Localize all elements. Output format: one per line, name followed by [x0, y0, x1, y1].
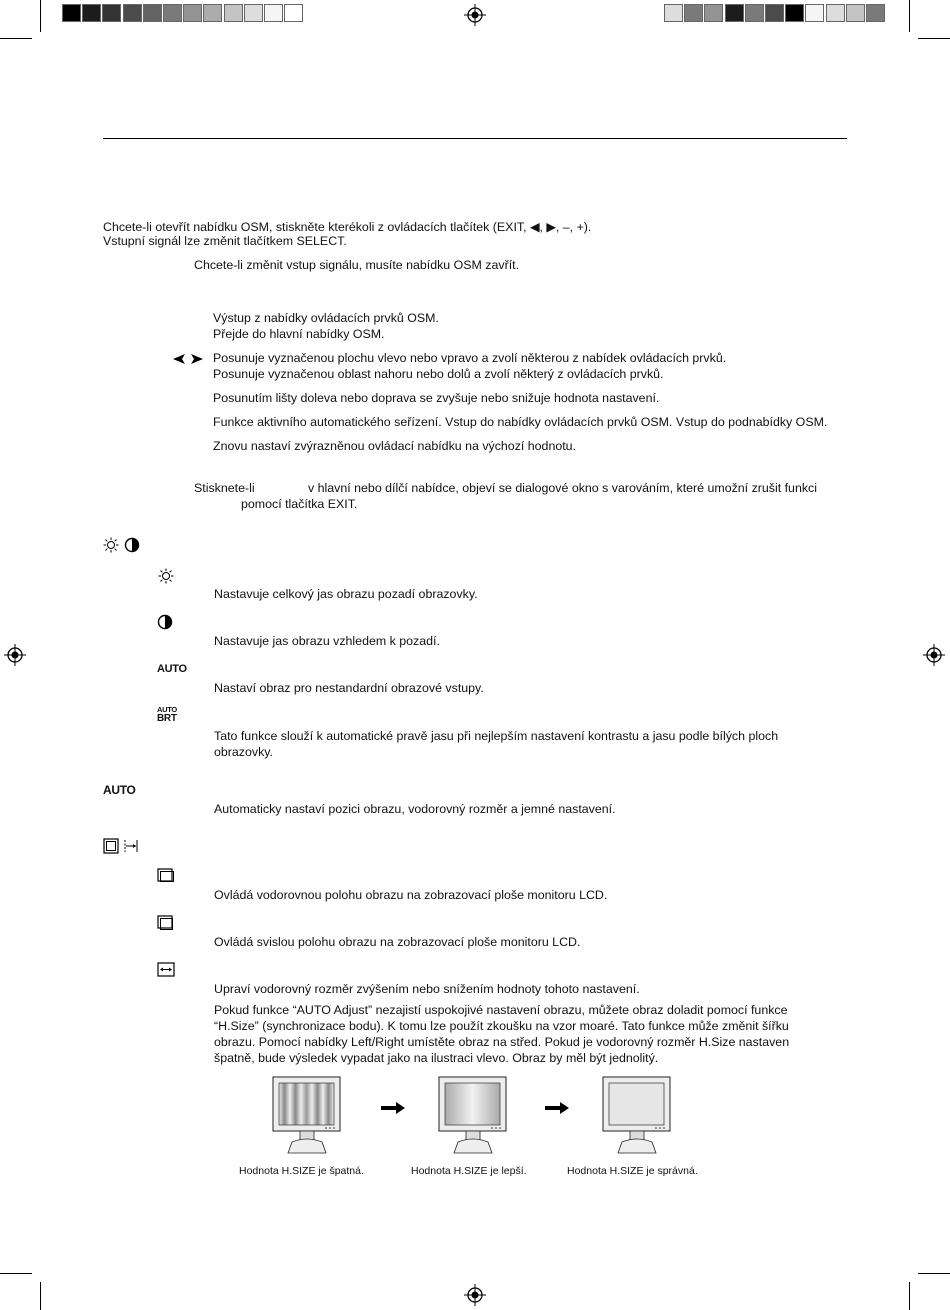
color-swatch: [123, 4, 142, 22]
h-size-icon: [123, 838, 139, 854]
contrast-icon: [157, 614, 173, 630]
color-swatch: [203, 4, 222, 22]
auto-label: AUTO: [157, 663, 187, 675]
color-swatch: [224, 4, 243, 22]
brightness-icon: [158, 568, 174, 584]
color-swatch: [846, 4, 865, 22]
v-position-icon: [157, 915, 175, 931]
crop-mark: [0, 38, 32, 39]
monitor-illustration-better: [436, 1076, 510, 1156]
intro-note: Chcete-li změnit vstup signálu, musíte nabídku OSM zavřít.: [194, 258, 520, 272]
crop-mark: [909, 0, 910, 32]
h-position-icon: [157, 868, 175, 883]
caption-better: Hodnota H.SIZE je lepší.: [411, 1165, 527, 1177]
control-exit-text: Výstup z nabídky ovládacích prvků OSM.: [213, 311, 439, 325]
control-left-right-text: Posunuje vyznačenou plochu vlevo nebo vpravo a zvolí některou z nabídek ovládacích prvků.: [213, 351, 727, 365]
color-swatch: [264, 4, 283, 22]
auto-text: Nastaví obraz pro nestandardní obrazové vstupy.: [214, 681, 484, 695]
auto-adjust-text: Automaticky nastaví pozici obrazu, vodorovný rozměr a jemné nastavení.: [214, 802, 616, 816]
control-exit-text-2: Přejde do hlavní nabídky OSM.: [213, 327, 385, 341]
registration-mark-icon: [923, 644, 945, 666]
color-swatch: [684, 4, 703, 22]
color-swatch: [102, 4, 121, 22]
color-swatch: [62, 4, 81, 22]
intro-line-2: Vstupní signál lze změnit tlačítkem SELECT.: [103, 234, 347, 248]
monitor-illustration-bad: [270, 1076, 344, 1156]
contrast-icon: [124, 537, 140, 553]
color-swatch: [826, 4, 845, 22]
color-swatch: [866, 4, 885, 22]
auto-adjust-label: AUTO: [103, 783, 136, 797]
brightness-text: Nastavuje celkový jas obrazu pozadí obrazovky.: [214, 587, 478, 601]
crop-mark: [918, 38, 950, 39]
color-swatch: [163, 4, 182, 22]
registration-mark-icon: [464, 4, 486, 26]
crop-mark: [40, 0, 41, 32]
color-swatch: [143, 4, 162, 22]
h-size-icon: [157, 962, 175, 977]
intro-line-1: Chcete-li otevřít nabídku OSM, stiskněte kterékoli z ovládacích tlačítek (EXIT, ◀, ▶, –, +).: [103, 220, 592, 234]
color-swatch: [765, 4, 784, 22]
v-position-text: Ovládá svislou polohu obrazu na zobrazovací ploše monitoru LCD.: [214, 935, 581, 949]
arrow-right-icon: [381, 1102, 405, 1114]
h-position-text: Ovládá vodorovnou polohu obrazu na zobrazovací ploše monitoru LCD.: [214, 888, 608, 902]
color-swatch: [183, 4, 202, 22]
crop-mark: [0, 1273, 32, 1274]
brightness-icon: [103, 537, 119, 553]
crop-mark: [40, 1282, 41, 1310]
warning-text-a: Stisknete-li: [194, 481, 255, 495]
warning-text-c: pomocí tlačítka EXIT.: [241, 497, 358, 511]
registration-mark-icon: [4, 644, 26, 666]
color-swatch: [725, 4, 744, 22]
header-rule: [103, 138, 847, 139]
warning-text-b: v hlavní nebo dílčí nabídce, objeví se dialogové okno s varováním, které umožní zrušit funkci: [308, 481, 817, 495]
color-swatch: [284, 4, 303, 22]
caption-bad: Hodnota H.SIZE je špatná.: [239, 1165, 364, 1177]
color-swatch: [704, 4, 723, 22]
left-right-arrows-icon: [172, 353, 204, 365]
auto-brt-text: Tato funkce slouží k automatické pravě jasu při nejlepším nastavení kontrastu a jasu podle bílých ploch obrazovky.: [214, 729, 779, 759]
h-size-note: Pokud funkce “AUTO Adjust” nezajistí uspokojivé nastavení obrazu, můžete obraz doladit pomocí funkce “H.Size” (synchronizace bodu). K tomu lze použít zkoušku na vzor moaré. Tato funkce může změnit šířku obrazu. Pomocí nabídky Left/Right umístěte obraz na střed. Pokud je vodorovný rozměr H.Size nastaven špatně, bude výsledek vypadat jako na ilustraci vlevo. Obraz by měl být jednolitý.: [214, 1003, 790, 1065]
color-swatch: [785, 4, 804, 22]
auto-brt-label-top: AUTO: [157, 705, 177, 714]
control-minus-plus-text: Posunutím lišty doleva nebo doprava se zvyšuje nebo snižuje hodnota nastavení.: [213, 391, 660, 405]
control-up-down-text: Posunuje vyznačenou oblast nahoru nebo dolů a zvolí některý z ovládacích prvků.: [213, 367, 664, 381]
arrow-right-icon: [545, 1102, 569, 1114]
color-swatch: [82, 4, 101, 22]
contrast-text: Nastavuje jas obrazu vzhledem k pozadí.: [214, 634, 440, 648]
control-select-text: Funkce aktivního automatického seřízení. Vstup do nabídky ovládacích prvků OSM. Vstup do podnabídky OSM.: [213, 415, 828, 429]
registration-mark-icon: [464, 1284, 486, 1306]
color-swatch: [244, 4, 263, 22]
color-swatch: [805, 4, 824, 22]
color-swatch: [745, 4, 764, 22]
auto-brt-label-bottom: BRT: [157, 713, 177, 724]
color-swatch: [664, 4, 683, 22]
crop-mark: [909, 1282, 910, 1310]
image-position-icon: [103, 838, 119, 854]
monitor-illustration-correct: [600, 1076, 674, 1156]
control-reset-text: Znovu nastaví zvýrazněnou ovládací nabídku na výchozí hodnotu.: [213, 439, 577, 453]
h-size-text: Upraví vodorovný rozměr zvýšením nebo snížením hodnoty tohoto nastavení.: [214, 982, 640, 996]
caption-correct: Hodnota H.SIZE je správná.: [567, 1165, 698, 1177]
crop-mark: [918, 1273, 950, 1274]
